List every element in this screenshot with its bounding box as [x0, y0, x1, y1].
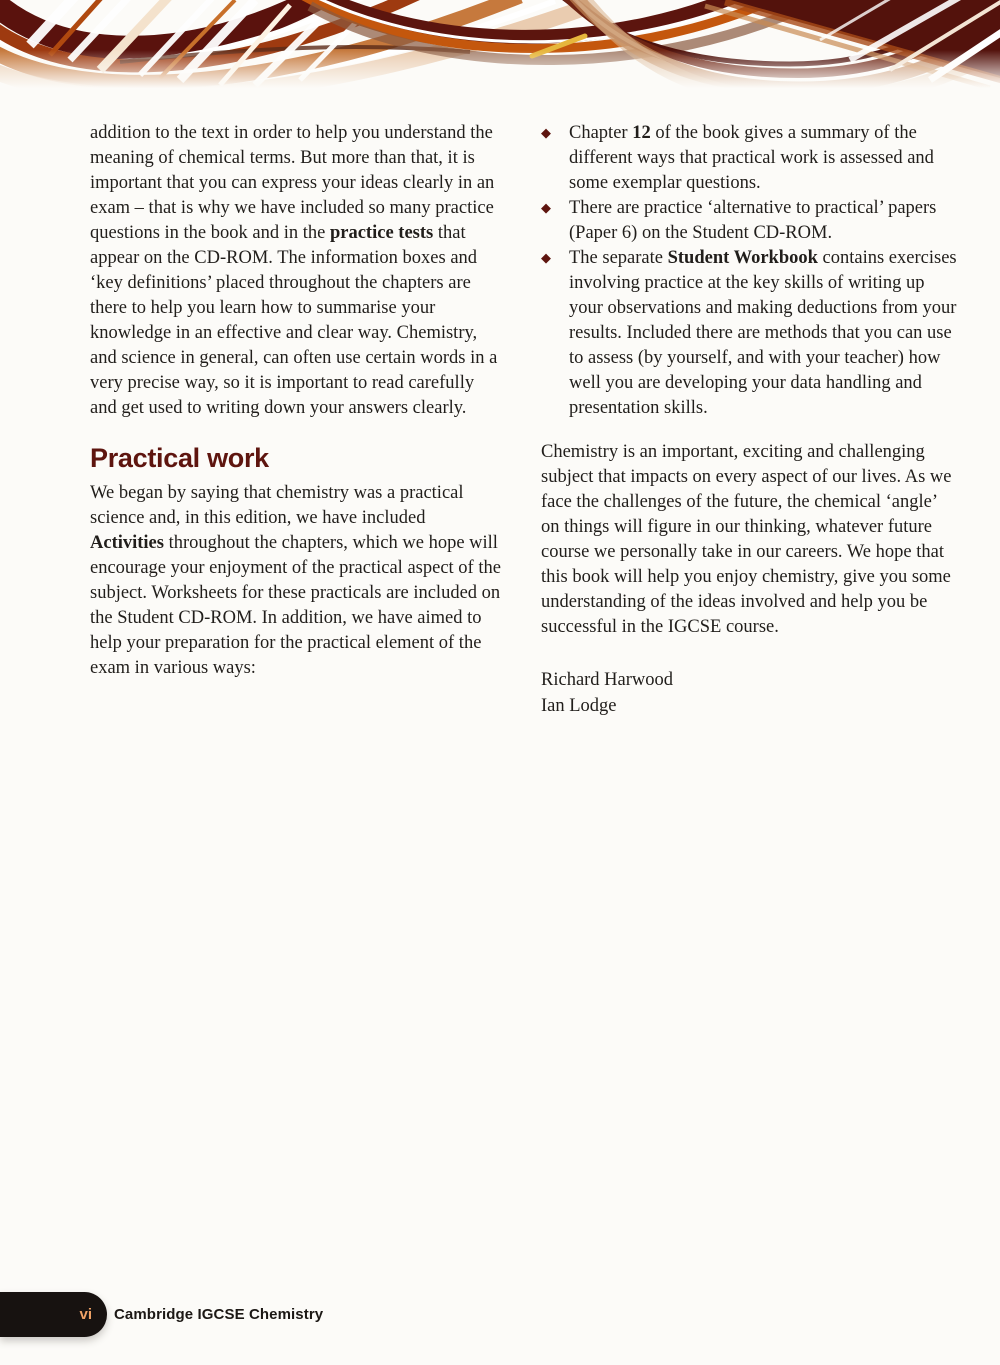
bullet-text [569, 246, 958, 421]
intro-paragraph [90, 121, 502, 421]
intro-paragraph-bold-text: practice tests [329, 223, 434, 243]
practical-paragraph [90, 481, 502, 681]
diamond-bullet-icon: ◆ [541, 126, 551, 141]
bullet-bold-text: 12 [632, 123, 651, 143]
page-content [90, 121, 958, 719]
diamond-bullet-icon: ◆ [541, 201, 551, 216]
list-item [541, 246, 958, 421]
author-line: Ian Lodge [541, 696, 617, 716]
book-title: Cambridge IGCSE Chemistry [114, 1306, 324, 1323]
closing-paragraph: Chemistry is an important, exciting and challenging subject that impacts on every aspect of our lives. As we face the challenges of the future, the chemical ‘angle’ on things will figure in our thinking, whatever future course we personally take in our careers. We hope that this book will help you enjoy chemistry, give you some understanding of the ideas involved and help you be successful in the IGCSE course. [541, 442, 952, 637]
practical-paragraph-text: throughout the chapters, which we hope will encourage your enjoyment of the practical aspect of the subject. Worksheets for these practicals are included on the Student CD-ROM. In addition, we have aimed to help your preparation for the practical element of the exam in various ways: [90, 533, 501, 678]
author-line: Richard Harwood [541, 670, 674, 690]
page-number: vi [79, 1306, 92, 1323]
author-names [541, 667, 958, 719]
intro-paragraph-text: addition to the text in order to help you understand the meaning of chemical terms. But more than that, it is important that you can express your ideas clearly in an exam – that is why we have included so many practice questions in the book and in the [90, 123, 495, 243]
bullet-text-segment: contains exercises involving practice at the key skills of writing up your observations and making deductions from your results. Included there are methods that you can use to assess (by yourself, and with your teacher) how well you are developing your data handling and presentation skills. [569, 248, 957, 418]
bullet-text-segment: There are practice ‘alternative to practical’ papers (Paper 6) on the Student CD-ROM. [569, 198, 937, 243]
bullet-bold-text: Student Workbook [667, 248, 818, 268]
page-number-badge [0, 1292, 107, 1337]
bullet-text-segment: of the book gives a summary of the different ways that practical work is assessed and some exemplar questions. [569, 123, 934, 193]
practical-ways-bullet-list [541, 121, 958, 421]
intro-paragraph-text: that appear on the CD-ROM. The information boxes and ‘key definitions’ placed throughout the chapters are there to help you learn how to summarise your knowledge in an effective and clear way. Chemistry, and science in general, can often use certain words in a very precise way, so it is important to read carefully and get used to writing down your answers clearly. [90, 223, 498, 418]
diamond-bullet-icon: ◆ [541, 251, 551, 266]
header-swoosh-graphic [0, 0, 1000, 95]
list-item [541, 121, 958, 196]
left-column [90, 121, 502, 719]
list-item [541, 196, 958, 246]
practical-paragraph-text: We began by saying that chemistry was a practical science and, in this edition, we have included [90, 483, 464, 528]
right-column [541, 121, 958, 719]
bullet-text [569, 121, 958, 196]
bullet-text [569, 196, 958, 246]
bullet-text-segment: Chapter [569, 123, 633, 143]
bullet-text-segment: The separate [569, 248, 668, 268]
practical-paragraph-bold-text: Activities [90, 533, 164, 553]
practical-work-heading: Practical work [90, 443, 269, 473]
